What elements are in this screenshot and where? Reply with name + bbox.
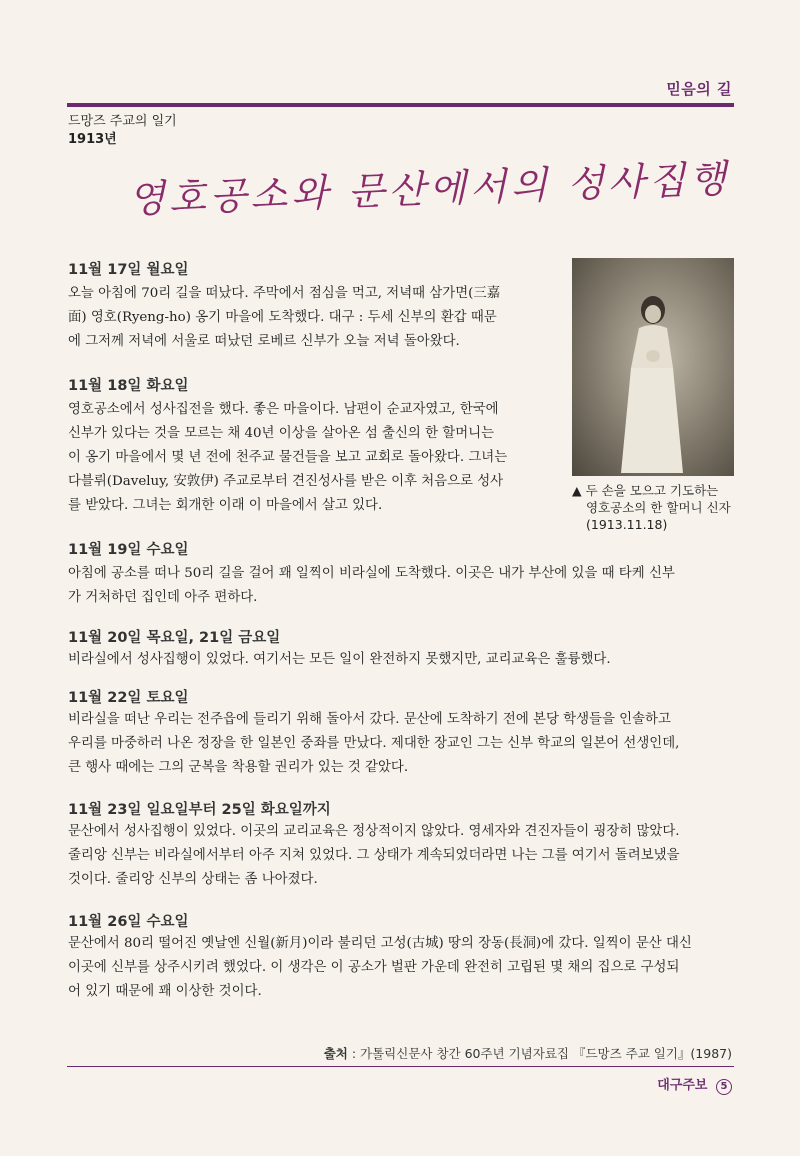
entry-date: 11월 17일 월요일 bbox=[68, 262, 189, 278]
entry-date: 11월 19일 수요일 bbox=[68, 542, 189, 558]
archive-photo bbox=[572, 258, 734, 476]
caption-line: ▲ 두 손을 모으고 기도하는 bbox=[572, 483, 719, 498]
source-citation bbox=[324, 1044, 732, 1062]
entry-line: 것이다. 줄리앙 신부의 상태는 좀 나아졌다. bbox=[68, 872, 318, 887]
series-year: 1913년 bbox=[68, 132, 117, 147]
section-label: 믿음의 길 bbox=[666, 80, 732, 98]
bottom-divider bbox=[67, 1066, 734, 1067]
footer bbox=[657, 1074, 732, 1095]
caption-line: 영호공소의 한 할머니 신자 bbox=[586, 500, 731, 515]
entry-line: 비라실에서 성사집행이 있었다. 여기서는 모든 일이 완전하지 못했지만, 교리교육은 훌륭했다. bbox=[68, 652, 611, 667]
publication-name: 대구주보 bbox=[657, 1078, 708, 1093]
entry-date: 11월 20일 목요일, 21일 금요일 bbox=[68, 630, 281, 646]
entry-text bbox=[68, 932, 734, 1004]
praying-woman-figure bbox=[617, 288, 687, 473]
entry-line: 문산에서 80리 떨어진 옛날엔 신월(新月)이라 불리던 고성(古城) 땅의 장동(長洞)에 갔다. 일찍이 문산 대신 bbox=[68, 936, 692, 951]
photo-caption bbox=[572, 482, 742, 533]
page-title: 영호공소와 문산에서의 성사집행 bbox=[127, 156, 731, 222]
series-title: 드망즈 주교의 일기 bbox=[68, 114, 177, 129]
source-text: : 가톨릭신문사 창간 60주년 기념자료집 『드망즈 주교 일기』(1987) bbox=[347, 1046, 732, 1061]
entry-line: 신부가 있다는 것을 모르는 채 40년 이상을 살아온 섬 출신의 한 할머니는 bbox=[68, 426, 495, 441]
entry-line: 줄리앙 신부는 비라실에서부터 아주 지쳐 있었다. 그 상태가 계속되었더라면 나는 그를 여기서 돌려보냈을 bbox=[68, 848, 680, 863]
entry-text bbox=[68, 648, 734, 672]
entry-line: 어 있기 때문에 꽤 이상한 것이다. bbox=[68, 984, 262, 999]
caption-line: (1913.11.18) bbox=[586, 517, 668, 532]
entry-date: 11월 23일 일요일부터 25일 화요일까지 bbox=[68, 802, 331, 818]
entry-line: 비라실을 떠난 우리는 전주읍에 들리기 위해 돌아서 갔다. 문산에 도착하기 전에 본당 학생들을 인솔하고 bbox=[68, 712, 671, 727]
entry-line: 영호공소에서 성사집전을 했다. 좋은 마을이다. 남편이 순교자였고, 한국에 bbox=[68, 402, 499, 417]
entry-line: 를 받았다. 그녀는 회개한 이래 이 마을에서 살고 있다. bbox=[68, 498, 383, 513]
series-heading bbox=[68, 113, 177, 149]
top-divider bbox=[67, 103, 734, 107]
entry-text bbox=[68, 562, 734, 610]
entry-line: 에 그저께 저녁에 서울로 떠났던 로베르 신부가 오늘 저녁 돌아왔다. bbox=[68, 334, 460, 349]
entry-line: 이 옹기 마을에서 몇 년 전에 천주교 물건들을 보고 교회로 돌아왔다. 그녀는 bbox=[68, 450, 508, 465]
entry-text bbox=[68, 708, 734, 780]
entry-line: 큰 행사 때에는 그의 군복을 착용할 권리가 있는 것 같았다. bbox=[68, 760, 409, 775]
entry-line: 다블뤼(Daveluy, 安敦伊) 주교로부터 견진성사를 받은 이후 처음으로 성사 bbox=[68, 474, 504, 489]
entry-line: 面) 영호(Ryeng-ho) 옹기 마을에 도착했다. 대구 : 두세 신부의 환갑 때문 bbox=[68, 310, 497, 325]
entry-line: 가 거처하던 집인데 아주 편하다. bbox=[68, 590, 258, 605]
entry-text bbox=[68, 282, 558, 354]
entry-line: 문산에서 성사집행이 있었다. 이곳의 교리교육은 정상적이지 않았다. 영세자와 견진자들이 굉장히 많았다. bbox=[68, 824, 680, 839]
entry-date: 11월 18일 화요일 bbox=[68, 378, 189, 394]
entry-text bbox=[68, 398, 558, 518]
entry-line: 아침에 공소를 떠나 50리 길을 걸어 꽤 일찍이 비라실에 도착했다. 이곳은 내가 부산에 있을 때 타케 신부 bbox=[68, 566, 675, 581]
source-label: 출처 bbox=[323, 1046, 348, 1061]
page-number: 5 bbox=[716, 1079, 732, 1095]
entry-date: 11월 26일 수요일 bbox=[68, 914, 189, 930]
entry-text bbox=[68, 820, 734, 892]
entry-date: 11월 22일 토요일 bbox=[68, 690, 189, 706]
entry-line: 오늘 아침에 70리 길을 떠났다. 주막에서 점심을 먹고, 저녁때 삼가면(三嘉 bbox=[68, 286, 501, 301]
entry-line: 이곳에 신부를 상주시키려 했었다. 이 생각은 이 공소가 벌판 가운데 완전히 고립된 몇 채의 집으로 구성되 bbox=[68, 960, 680, 975]
entry-line: 우리를 마중하러 나온 정장을 한 일본인 중좌를 만났다. 제대한 장교인 그는 신부 학교의 일본어 선생인데, bbox=[68, 736, 680, 751]
